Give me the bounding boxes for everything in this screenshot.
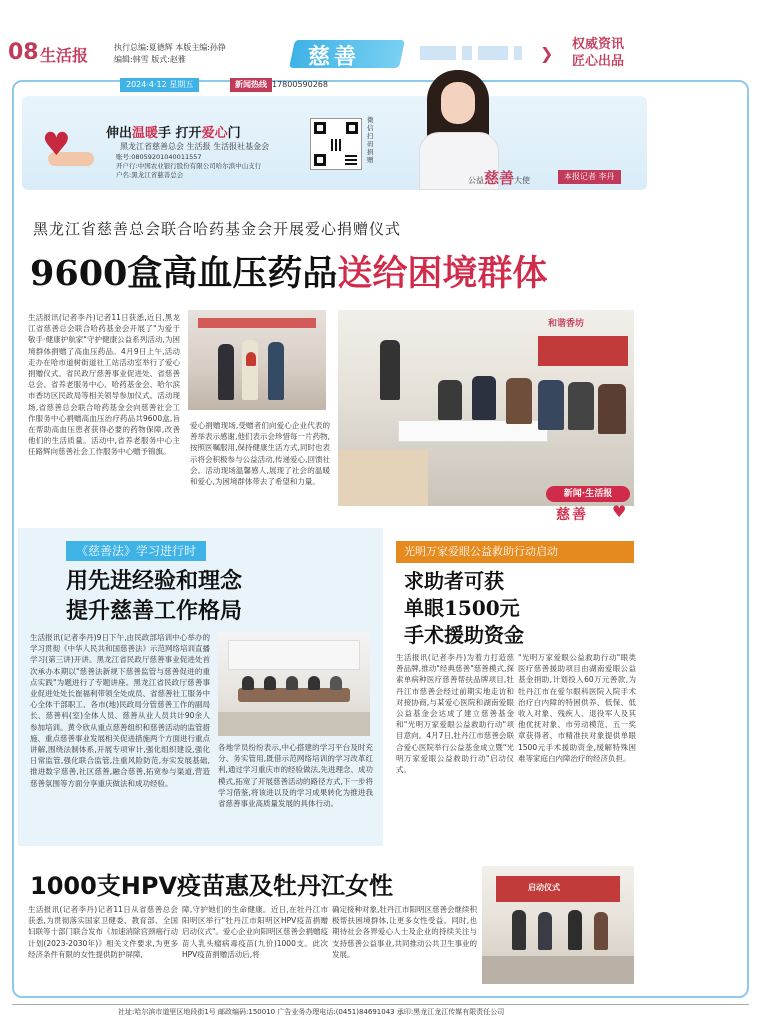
story3-headline — [404, 568, 524, 649]
slogan-line-1: 权威资讯 — [572, 37, 625, 52]
story1-photo-ceremony — [188, 310, 326, 410]
staff-line-2: 编辑:韩雪 版式:赵雅 — [114, 55, 186, 64]
story2-body-col2: 各地学员纷纷表示,中心搭建的学习平台及时充分、务实管用,既借示范网络培训的学习改革红利,通过学习重庆市的经验做法,先进理念、成功模式,拓宽了开展慈善活动的路径方式,下一步将学习借鉴,将该进以及的学习成果转化为推进我省慈善事业高质量发展的具体行动。 — [218, 743, 373, 809]
story2-headline-line1: 用先进经验和理念 — [66, 568, 243, 594]
story2-headline-line2: 提升慈善工作格局 — [66, 598, 243, 624]
story3-headline-line3: 手术援助资金 — [404, 623, 524, 647]
story3-tag: 光明万家爱眼公益救助行动启动 — [396, 541, 634, 563]
footer: 社址:哈尔滨市道里区地段街1号 邮政编码:150010 广告业务办理电话:(0451)84691043 承印:黑龙江龙江传媒有限责任公司 — [12, 1004, 749, 1018]
qr-code — [310, 118, 362, 170]
masthead — [0, 0, 760, 78]
reporter-tag: 本报记者 李丹 — [558, 170, 621, 184]
story3-headline-line1: 求助者可获 — [404, 569, 504, 593]
story2-photo-meeting — [218, 632, 370, 736]
logo-pill: 新闻·生活报 — [546, 486, 630, 502]
heart-icon: ♥ — [612, 502, 627, 521]
story3-body-col2: "光明万家爱眼公益救助行动"眼类医疗慈善援助项目由湖南爱眼公益基金捐助,计划投入60万元善款,为牡丹江市在爱尔眼科医院入院手术治疗白内障的特困供养、低保、低收入对象、残疾人、退役军人及其他优抚对象、市劳动模范、五一奖章获得者、市精准扶对象提供单眼1500元手术援助资金,缓解特殊困难等家庭白内障治疗的经济负担。 — [518, 653, 636, 763]
dateline: 2024·4·12 星期五 — [120, 78, 199, 92]
staff-credits — [114, 42, 226, 66]
story4-body-col3: 确定接种对象,牡丹江市阳明区慈善会继续积极帮扶困境群体,让更多女性受益。同时,也期待社会各界爱心人士及企业的持续关注与支持慈善公益事业,共同推动公共卫生事业的发展。 — [332, 905, 477, 959]
story4-headline: 1000支HPV疫苗惠及牡丹江女性 — [30, 872, 394, 900]
slogan-line-2: 匠心出品 — [572, 54, 625, 69]
bank-name: 开户行:中国农业银行股份有限公司哈尔滨中山支行 — [116, 162, 262, 170]
section-banner — [292, 34, 412, 74]
decorative-bars — [420, 46, 530, 64]
qr-caption: 微信扫码捐赠 — [367, 116, 374, 164]
staff-line-1: 执行总编:夏德辉 本版主编:孙铮 — [114, 43, 226, 52]
photo-stage-banner: 启动仪式 — [528, 883, 560, 892]
story2-body-col1: 生活报讯(记者李丹)9日下午,由民政部培训中心举办的学习贯彻《中华人民共和国慈善法》示范网络培训直播学习(第三讲)开讲。黑龙江省民政厅慈善事业促进处首次承办本期以"慈善法新规下慈善监管与慈善促进的重点实践"为题进行了专题讲座。黑龙江省民政厅慈善事业促进处处长崔福利带领全处成员、省慈善社工服务中心全体干部职工、各市(地)民政局分管慈善工作的副局长、慈善科(室)全体人员、慈善从业人员共计90余人参加培训。黄令欣从重点慈善组织和慈善活动的监管措施、重点慈善事业发展相关促进措施两个方面进行重点讲解,围绕法制体系,开展专项审计,强化组织建设,强化日常监管,强化联合监管,注重风险防范,夯实发展基础,推进数字慈善,社区慈善,融合慈善,拓宽参与渠道,营造慈善氛围等方面分享重庆做法和成功经验。 — [30, 633, 210, 788]
arrow-icon: ❯ — [540, 44, 554, 63]
section-title: 慈善 — [308, 44, 361, 70]
hotline-number: 17800590268 — [272, 80, 328, 89]
brand-logo: 生活报 — [40, 46, 89, 65]
account-holder: 户名:黑龙江省慈善总会 — [116, 171, 184, 179]
story3-body-col1: 生活报讯(记者李丹)为着力打造慈善品牌,推动"经典慈善"慈善模式,探索单病种医疗慈善帮扶品牌项目,牡丹江市慈善会经过前期实地走访和对接协商,与某爱心医院和湖南爱眼公益基金会达成了建立慈善基金和"光明万家爱眼公益救助行动"项目意向。4月7日,牡丹江市慈善会联合爱心医院举行公益基金成立暨"光明万家爱眼公益救助行动"启动仪式。 — [396, 653, 514, 775]
story2-tag: 《慈善法》学习进行时 — [66, 541, 206, 561]
hotline-label: 新闻热线 — [230, 78, 272, 92]
donation-account-info — [116, 153, 261, 180]
donation-orgs: 黑龙江省慈善总会 生活报 生活报社基金会 — [120, 142, 270, 151]
newspaper-charity-logo — [546, 486, 630, 526]
story1-body-col1: 生活报讯(记者李丹)记者11日获悉,近日,黑龙江省慈善总会联合哈药基金会开展了"为爱于敬手·健康护航家"守护健康公益系列活动,为困境群体捐赠了高血压药品。4月9日上午,活动走办在哈市道树街道社工站活动室举行了爱心捐赠仪式。省民政厅慈善事业促进处、省慈善总会、省养老服务中心、哈药基金会、哈尔滨市香坊区民政局等相关领导参加仪式。活动现场,省慈善总会联合哈药基金会向慈善社会工作服务中心捐赠高血压治疗药品共9600盒,旨在帮助高血压患者获得必要的药物保障,改善他们的生活质量。活动中,省养老服务中心主任路辉向慈善社会工作服务中心赠予锦旗。 — [28, 313, 180, 457]
slogan — [572, 36, 624, 70]
story2-headline — [66, 566, 242, 626]
story3-headline-line2: 单眼1500元 — [404, 596, 520, 620]
account-number: 账号:08059201040011557 — [116, 153, 202, 161]
story4-body-col1: 生活报讯(记者李丹)记者11日从省慈善总会获悉,为贯彻落实国家卫健委、教育部、全国妇联等十部门联合发布《加速消除宫颈癌行动计划(2023-2030年)》相关文件要求,为更多经济条件有限的女性提供防护屏障, — [28, 905, 178, 959]
logo-name: 慈善 — [556, 507, 588, 523]
ambassador-label: 公益慈善大使 — [468, 169, 531, 187]
heart-in-hand-icon: ♥ — [36, 126, 92, 170]
donation-title: 伸出温暖手 打开爱心门 — [106, 126, 241, 141]
story1-kicker: 黑龙江省慈善总会联合哈药基金会开展爱心捐赠仪式 — [33, 220, 402, 238]
story4-body-col2: 障,守护她们的生命健康。近日,在牡丹江市阳明区举行"牡丹江市阳明区HPV疫苗捐赠启动仪式"。爱心企业向阳明区慈善会捐赠疫苗人乳头瘤病毒疫苗(九价)1000支。此次HPV疫苗捐赠活动后,将 — [182, 905, 328, 959]
story4-photo-event — [482, 866, 634, 984]
photo-wall-slogan: 和谐香坊 — [548, 319, 585, 329]
story1-headline: 9600盒高血压药品送给困境群体 — [30, 253, 548, 294]
story1-photo-audience — [338, 310, 634, 506]
story1-body-col2: 爱心捐赠现场,受赠者们向爱心企业代表的善举表示感谢,他们表示会珍惜每一片药物,按照医嘱服用,保持健康生活方式,同时也表示将会积极参与公益活动,传递爱心,回馈社会。活动现场温馨感人,展现了社会的温暖和爱心,为困境群体带去了希望和力量。 — [190, 421, 330, 487]
page-number: 08 — [8, 40, 39, 65]
